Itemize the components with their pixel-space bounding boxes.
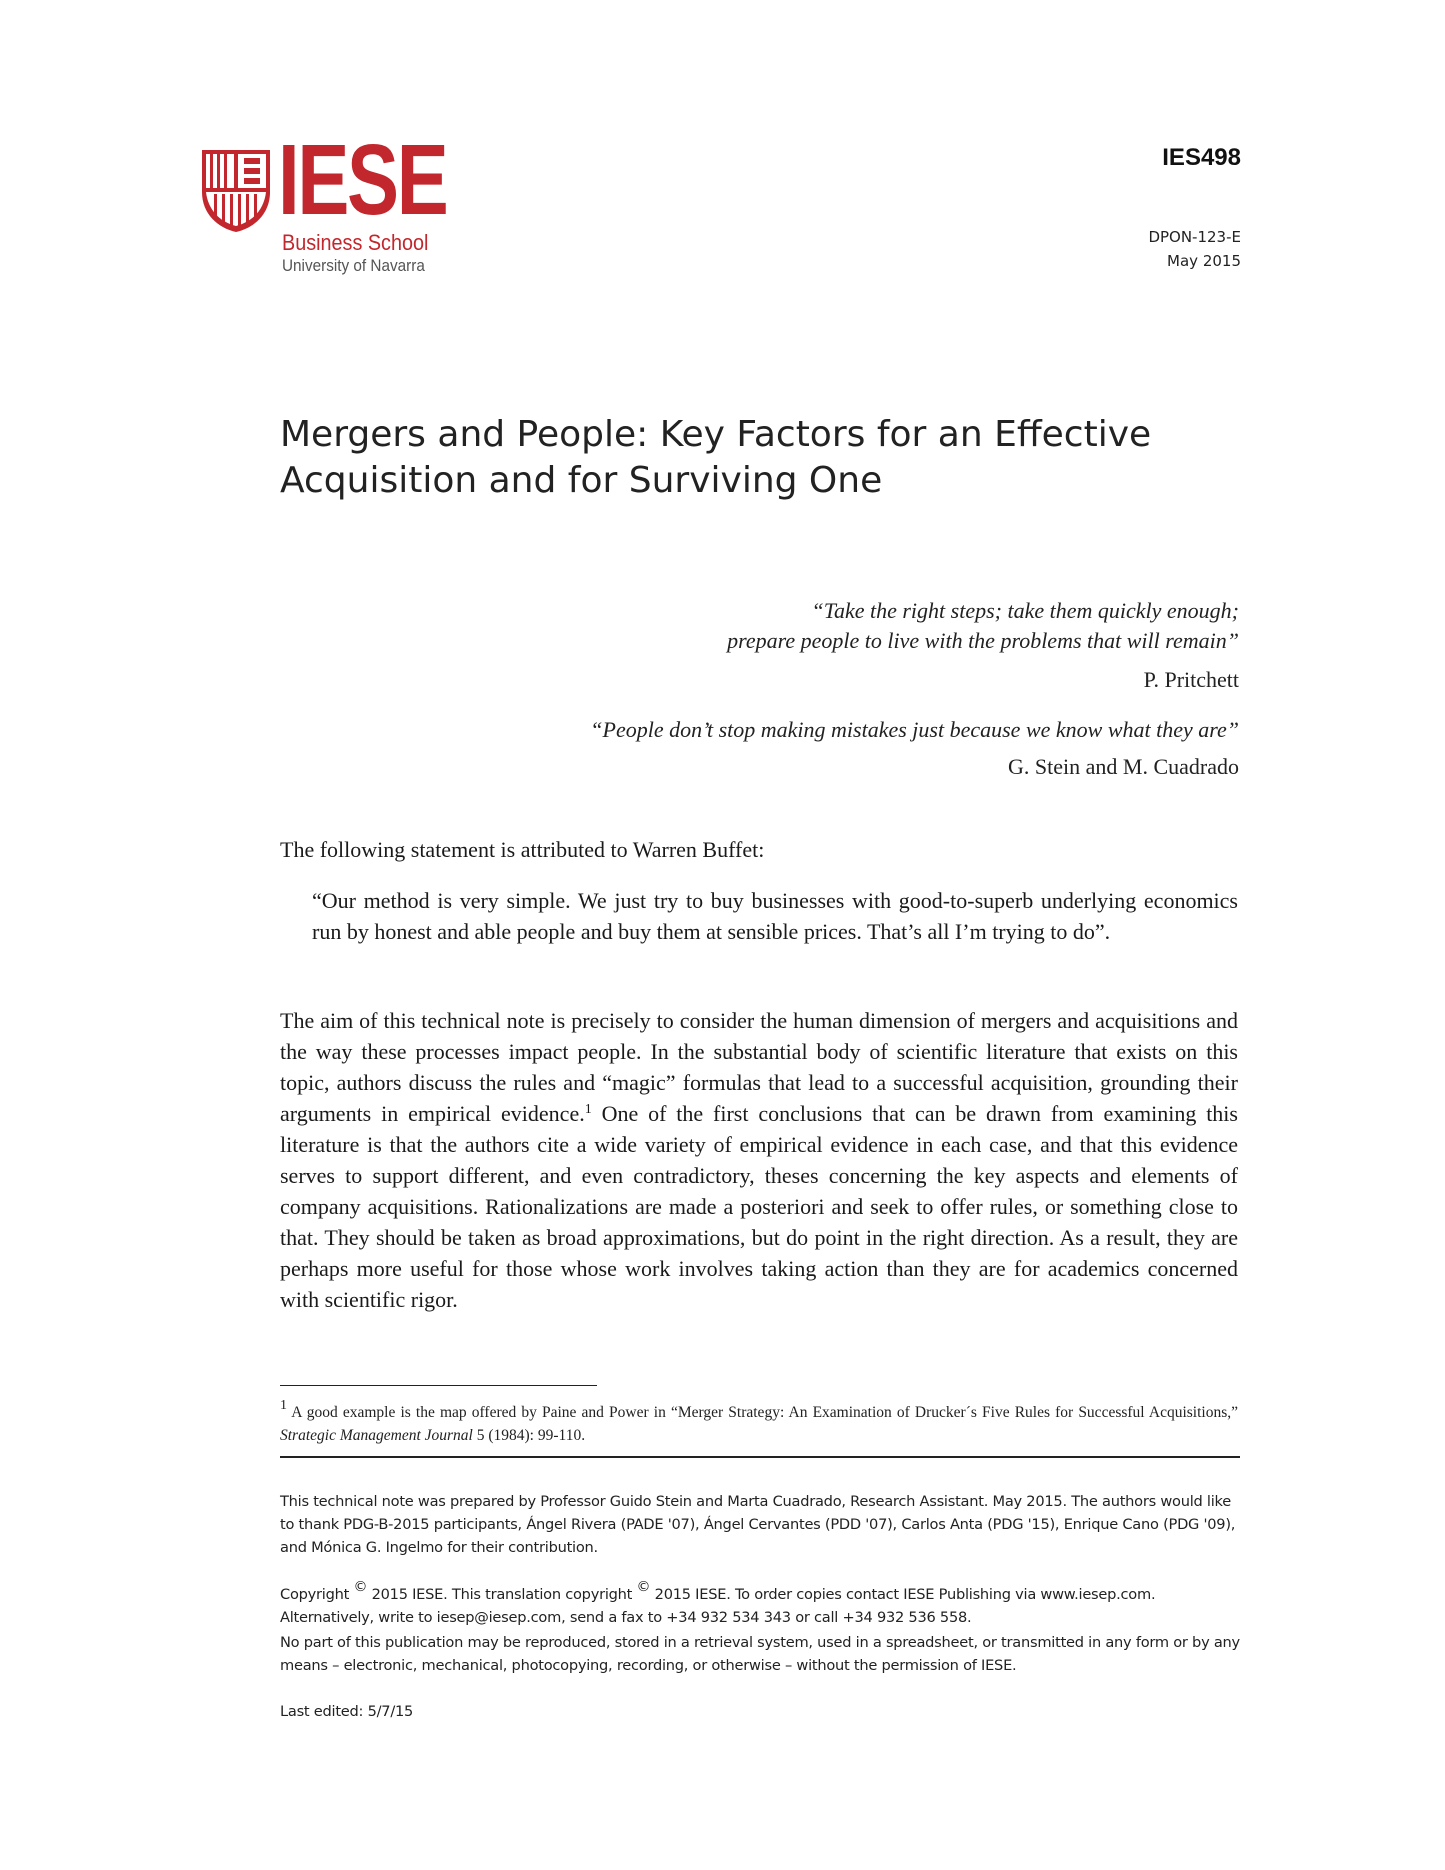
footnote-text-2: 5 (1984): 99-110. [472, 1427, 586, 1444]
copyright-text-3: 2015 IESE. To order copies contact IESE Publishing via www.iesep.com. Alternatively, write to iesep@iesep.com, send a fax to +34 932 534 343 or call +34 932 536 558. [280, 1586, 1156, 1626]
document-reference: DPON-123-E [1148, 228, 1241, 246]
footnote [280, 1398, 1238, 1447]
prepared-by-note: This technical note was prepared by Professor Guido Stein and Marta Cuadrado, Research Assistant. May 2015. The authors would like to thank PDG-B-2015 participants, Ángel Rivera (PADE '07), Ángel Cervantes (PDD '07), Carlos Anta (PDG '15), Enrique Cano (PDG '09), and Mónica G. Ingelmo for their contribution. [280, 1493, 1236, 1556]
footnote-divider [280, 1385, 597, 1386]
copyright-text-2: 2015 IESE. This translation copyright [367, 1586, 637, 1603]
last-edited: Last edited: 5/7/15 [280, 1703, 414, 1720]
epigraph-1 [727, 596, 1239, 656]
footnote-reference: 1 [584, 1102, 592, 1117]
iese-crest-icon [200, 148, 272, 232]
logo-university: University of Navarra [282, 256, 425, 275]
copyright-note [280, 1579, 1240, 1629]
epigraph-1-line-1: “Take the right steps; take them quickly enough; [811, 598, 1239, 623]
section-divider [280, 1456, 1240, 1458]
logo-wordmark: IESE [278, 124, 447, 236]
intro-paragraph: The following statement is attributed to Warren Buffet: [280, 837, 765, 862]
epigraph-1-line-2: prepare people to live with the problems that will remain” [727, 628, 1239, 653]
epigraph-2 [590, 715, 1239, 745]
copyright-symbol-1: © [353, 1579, 368, 1595]
epigraph-2-line-1: “People don’t stop making mistakes just because we know what they are” [590, 717, 1239, 742]
main-paragraph-part-1: The aim of this technical note is precisely to consider the human dimension of mergers and acquisitions and the way these processes impact people. In the substantial body of scientific literature that exists on this topic, authors discuss the rules and “magic” formulas that lead to a successful acquisition, grounding their arguments in empirical evidence. [280, 1008, 1238, 1126]
epigraph-1-author: P. Pritchett [1143, 667, 1239, 692]
rights-note: No part of this publication may be reproduced, stored in a retrieval system, used in a spreadsheet, or transmitted in any form or by any means – electronic, mechanical, photocopying, recording, or otherwise – without the permission of IESE. [280, 1634, 1240, 1674]
main-paragraph-part-2: One of the first conclusions that can be drawn from examining this literature is that the authors cite a wide variety of empirical evidence in each case, and that this evidence serves to support different, and even contradictory, theses concerning the key aspects and elements of company acquisitions. Rationalizations are made a posteriori and seek to offer rules, or something close to that. They should be taken as broad approximations, but do point in the right direction. As a result, they are perhaps more useful for those whose work involves taking action than they are for academics concerned with scientific rigor. [280, 1101, 1238, 1312]
copyright-text-1: Copyright [280, 1586, 354, 1603]
document-date: May 2015 [1167, 252, 1241, 270]
footnote-mark: 1 [280, 1398, 287, 1413]
page-title: Mergers and People: Key Factors for an Effective Acquisition and for Surviving One [280, 414, 1152, 501]
copyright-symbol-2: © [636, 1579, 651, 1595]
logo-business-school: Business School [282, 230, 429, 255]
document-code: IES498 [1162, 144, 1241, 171]
buffet-quote: “Our method is very simple. We just try to buy businesses with good-to-superb underlying economics run by honest and able people and buy them at sensible prices. That’s all I’m trying to do”. [312, 888, 1238, 944]
footnote-text-1: A good example is the map offered by Paine and Power in “Merger Strategy: An Examination of Drucker´s Five Rules for Successful Acquisitions,” [287, 1404, 1238, 1421]
main-paragraph [280, 1005, 1238, 1315]
footnote-journal: Strategic Management Journal [280, 1427, 473, 1444]
epigraph-2-author: G. Stein and M. Cuadrado [1008, 754, 1239, 779]
iese-logo [200, 124, 470, 284]
